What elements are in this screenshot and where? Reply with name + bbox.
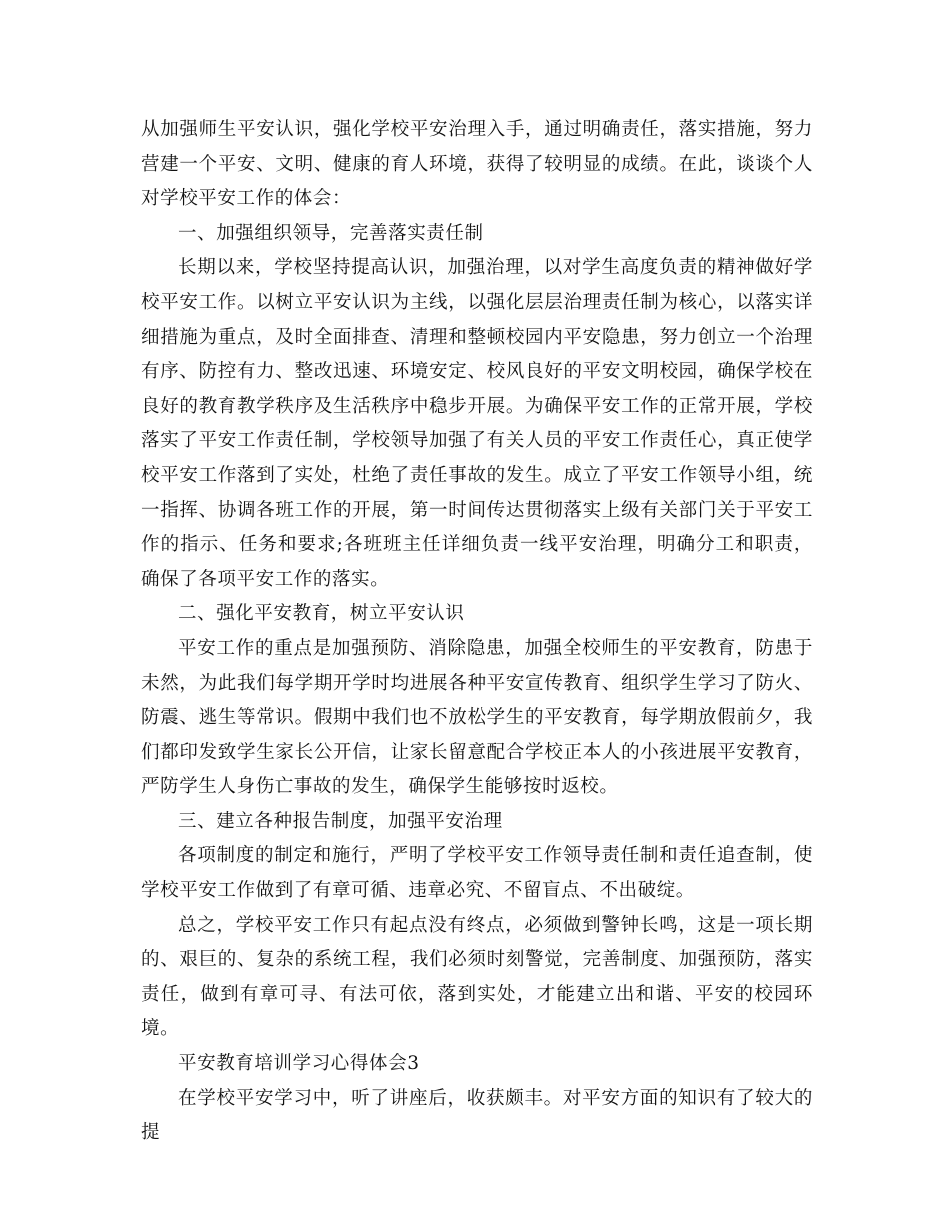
- article-3-title: 平安教育培训学习心得体会3: [178, 1053, 420, 1075]
- section-heading-2: 二、强化平安教育，树立平安认识: [178, 603, 465, 625]
- section-2-paragraph: 平安工作的重点是加强预防、消除隐患，加强全校师生的平安教育，防患于未然，为此我们每学期开学时均进展各种平安宣传教育、组织学生学习了防火、防震、逃生等常识。假期中我们也不放松学生的平安教育，每学期放假前夕，我们都印发致学生家长公开信，让家长留意配合学校正本人的小孩进展平安教育，严防学生人身伤亡事故的发生，确保学生能够按时返校。: [141, 637, 813, 798]
- document-body: [141, 113, 813, 1151]
- intro-paragraph: 从加强师生平安认识，强化学校平安治理入手，通过明确责任，落实措施，努力营建一个平安、文明、健康的育人环境，获得了较明显的成绩。在此，谈谈个人对学校平安工作的体会：: [141, 119, 813, 210]
- conclusion-paragraph: 总之，学校平安工作只有起点没有终点，必须做到警钟长鸣，这是一项长期的、艰巨的、复杂的系统工程，我们必须时刻警觉，完善制度、加强预防，落实责任，做到有章可寻、有法可依，落到实处，才能建立出和谐、平安的校园环境。: [141, 914, 813, 1040]
- article-3-paragraph: 在学校平安学习中，听了讲座后，收获颇丰。对平安方面的知识有了较大的提: [141, 1087, 813, 1144]
- section-heading-3: 三、建立各种报告制度，加强平安治理: [178, 810, 503, 832]
- section-1-paragraph: 长期以来，学校坚持提高认识，加强治理，以对学生高度负责的精神做好学校平安工作。以树立平安认识为主线，以强化层层治理责任制为核心，以落实详细措施为重点，及时全面排查、清理和整顿校园内平安隐患，努力创立一个治理有序、防控有力、整改迅速、环境安定、校风良好的平安文明校园，确保学校在良好的教育教学秩序及生活秩序中稳步开展。为确保平安工作的正常开展，学校落实了平安工作责任制，学校领导加强了有关人员的平安工作责任心，真正使学校平安工作落到了实处，杜绝了责任事故的发生。成立了平安工作领导小组，统一指挥、协调各班工作的开展，第一时间传达贯彻落实上级有关部门关于平安工作的指示、任务和要求;各班班主任详细负责一线平安治理，明确分工和职责，确保了各项平安工作的落实。: [141, 257, 813, 590]
- section-3-paragraph: 各项制度的制定和施行，严明了学校平安工作领导责任制和责任追查制，使学校平安工作做到了有章可循、违章必究、不留盲点、不出破绽。: [141, 845, 813, 902]
- section-heading-1: 一、加强组织领导，完善落实责任制: [178, 222, 484, 244]
